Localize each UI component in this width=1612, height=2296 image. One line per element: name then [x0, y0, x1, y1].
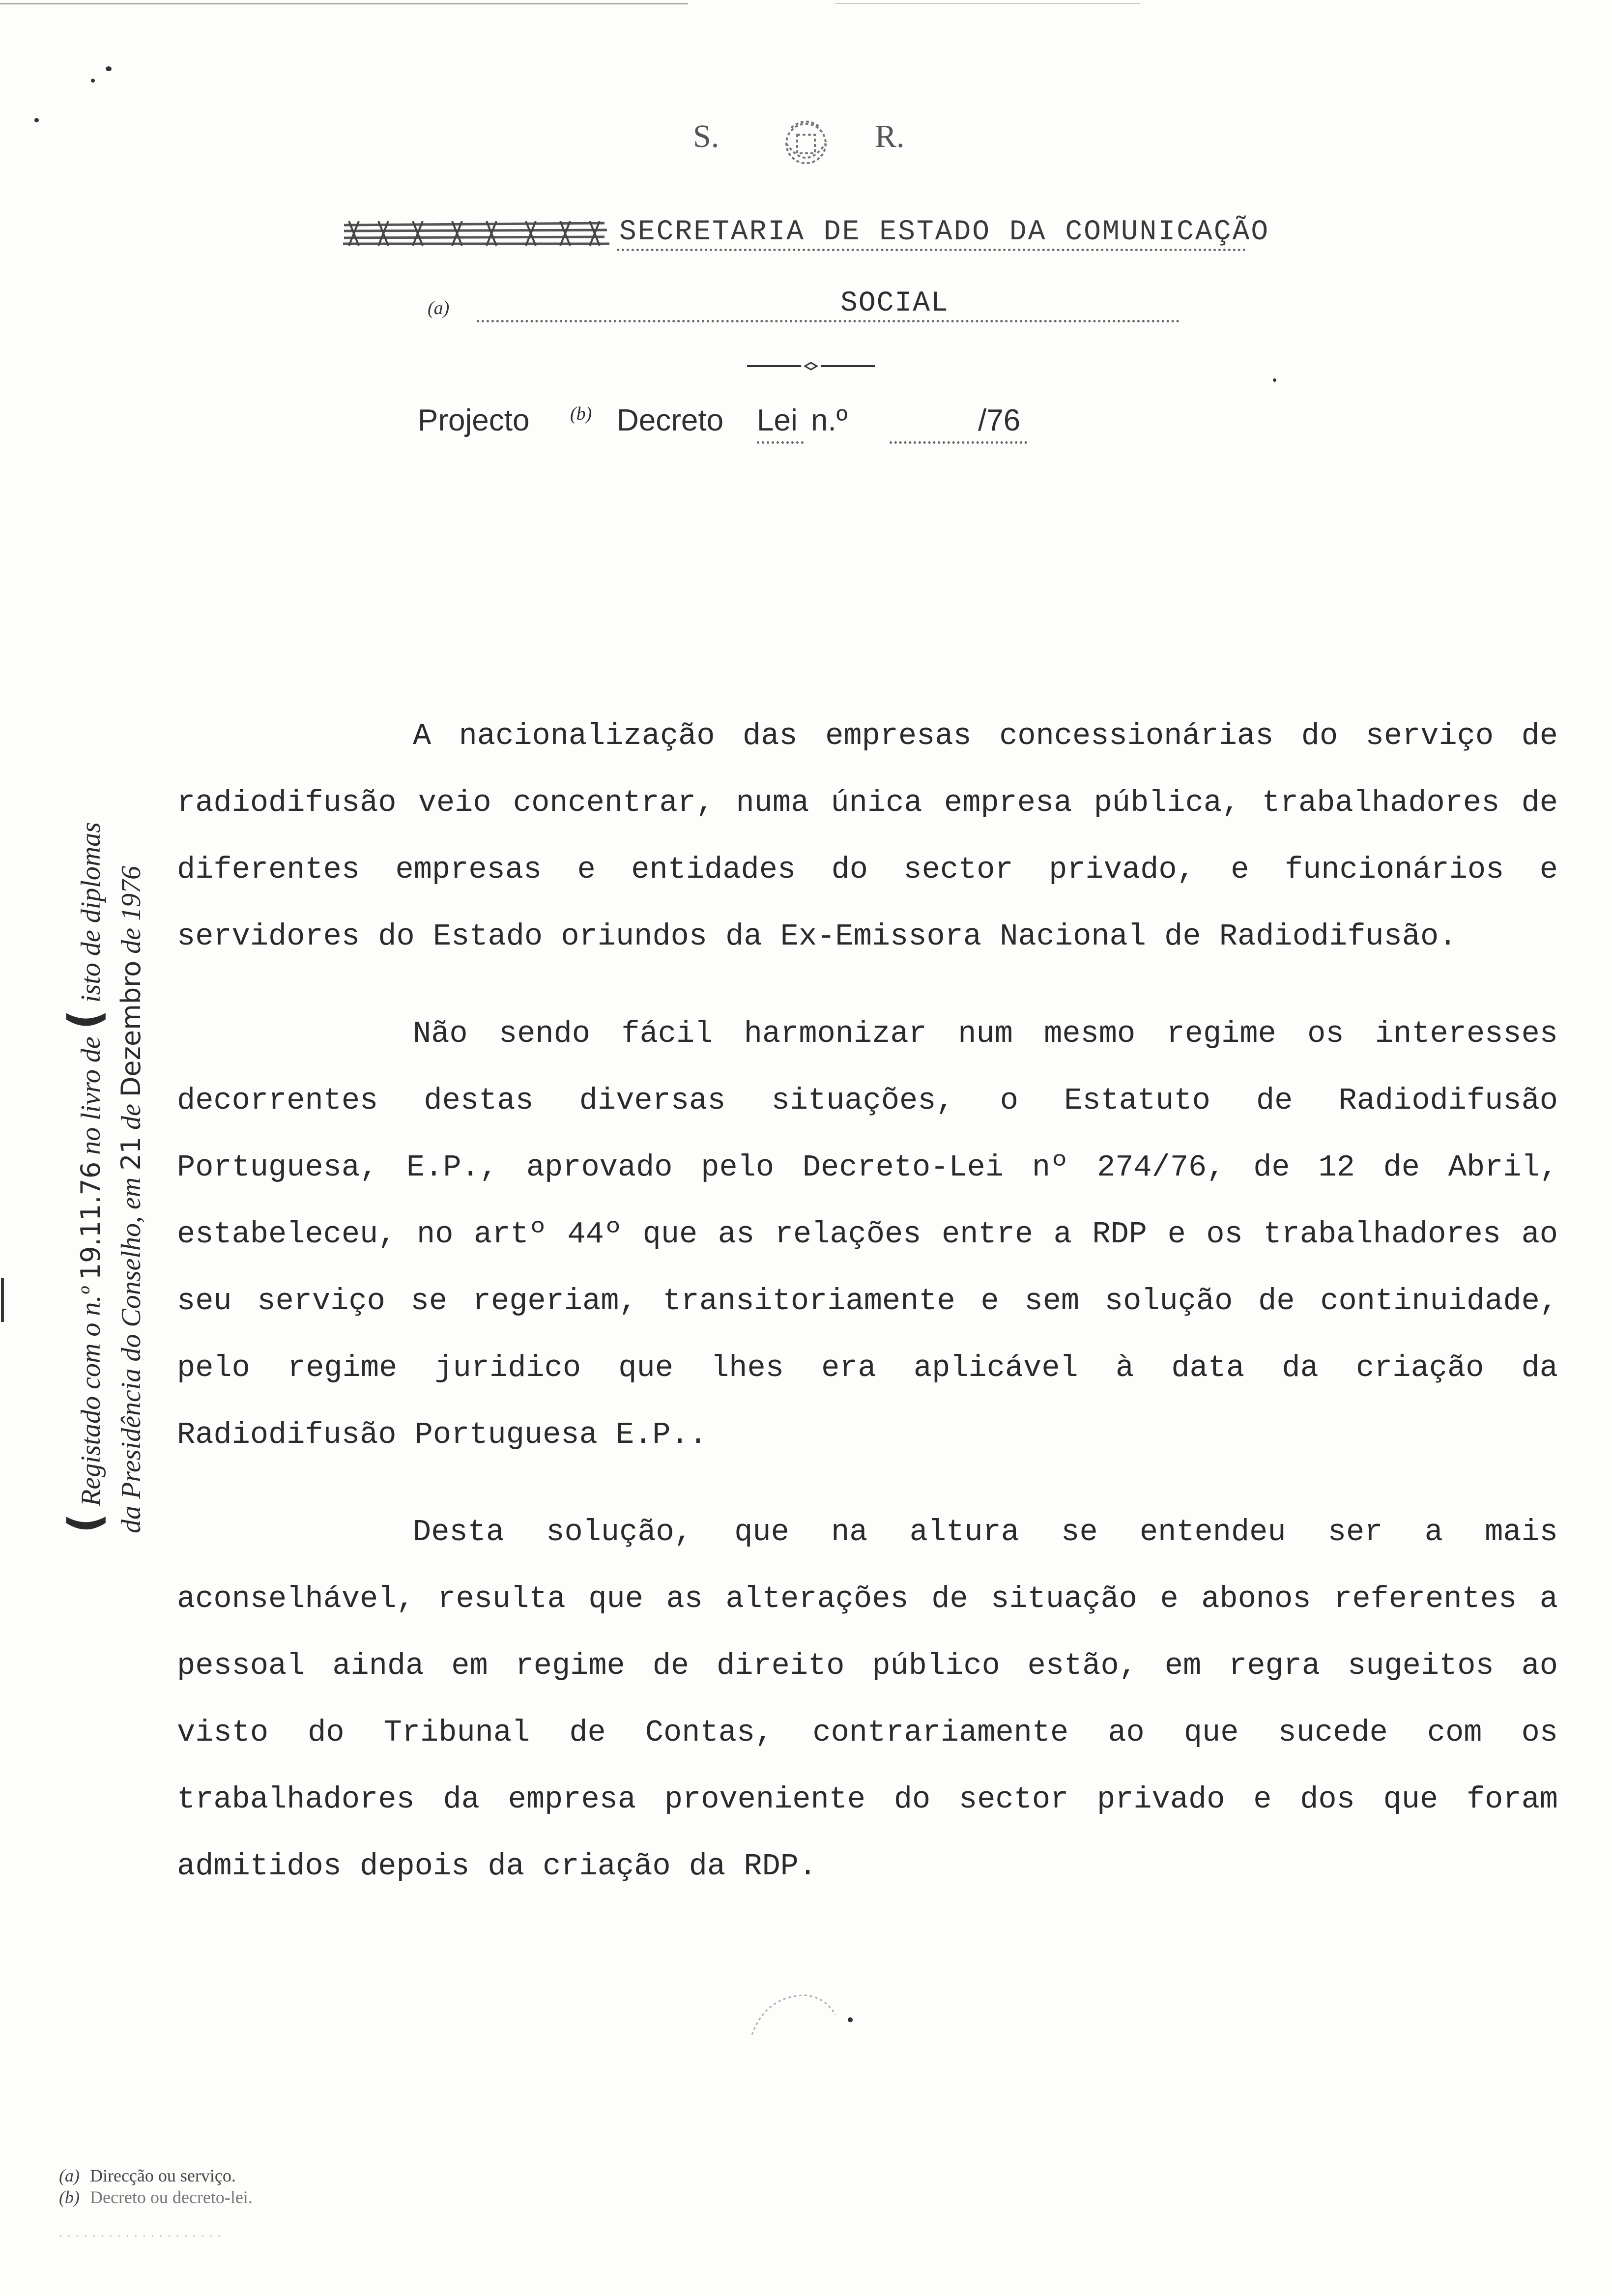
- scan-edge-mark: [1, 1278, 4, 1322]
- registration-bracket-mark: (: [59, 1009, 111, 1030]
- decree-footnote-marker: (b): [570, 403, 592, 424]
- service-dotted-line: [477, 320, 1180, 322]
- body-paragraph: Desta solução, que na altura se entendeu ser a mais aconselhável, resulta que as alterações de situação e abonos referentes a pessoal ainda em regime de direito público estão, em regra sugeitos ao visto do Tribunal de Contas, contrariamente ao que sucede com os trabalhadores da empresa proveniente do sector privado e dos que foram admitidos depois da criação da RDP.: [177, 1515, 1558, 1884]
- registration-de: de: [116, 1104, 146, 1130]
- scan-speck: [34, 118, 39, 122]
- divider-ornament: [747, 359, 875, 373]
- service-name: SOCIAL: [840, 287, 949, 319]
- service-header: [428, 287, 1184, 327]
- crest-letter-right: R.: [875, 118, 905, 154]
- document-body: [177, 703, 1558, 1930]
- footnote-text: Decreto ou decreto-lei.: [89, 2187, 253, 2207]
- body-paragraph: Não sendo fácil harmonizar num mesmo regime os interesses decorrentes destas diversas situações, o Estatuto de Radiodifusão Portuguesa, E.P., aprovado pelo Decreto-Lei nº 274/76, de 12 de Abril, estabeleceu, no artº 44º que as relações entre a RDP e os trabalhadores ao seu serviço se regeriam, transitoriamente e sem solução de continuidade, pelo regime juridico que lhes era aplicável à data da criação da Radiodifusão Portuguesa E.P..: [177, 1016, 1558, 1452]
- footnote-marker: (b): [59, 2187, 80, 2207]
- registration-bracket-mark: (: [59, 1513, 111, 1533]
- ministry-name: SECRETARIA DE ESTADO DA COMUNICAÇÃO: [619, 216, 1270, 248]
- pencil-mark: [747, 1985, 860, 2044]
- registration-line-1: [59, 822, 111, 1533]
- decree-number: /76: [978, 403, 1021, 437]
- registration-book-name: isto de diplomas: [76, 822, 106, 1003]
- registration-office: da Presidência do Conselho, em: [116, 1177, 146, 1533]
- decree-number-label: n.º: [811, 403, 848, 437]
- scan-speck: [1273, 378, 1276, 382]
- decree-type: Decreto: [617, 403, 724, 437]
- scan-edge-line: [835, 3, 1140, 4]
- body-paragraph: A nacionalização das empresas concessionárias do serviço de radiodifusão veio concentrar, numa única empresa pública, trabalhadores de diferentes empresas e entidades do sector privado, e funcionários e servidores do Estado oriundos da Ex-Emissora Nacional de Radiodifusão.: [177, 718, 1558, 954]
- registration-book-label: no livro de: [76, 1036, 106, 1155]
- decree-lei-dots: [757, 441, 804, 444]
- registration-year: de 1976: [116, 865, 146, 954]
- decree-number-dots: [890, 441, 1027, 444]
- service-footnote-marker: (a): [428, 298, 450, 318]
- ministry-dotted-line: [617, 249, 1246, 251]
- decree-lei: Lei: [757, 403, 798, 437]
- registration-number: 19.11.76: [75, 1161, 106, 1280]
- footnote-b: [59, 2186, 501, 2208]
- registration-line-2: [115, 866, 147, 1533]
- crest-letter-left: S.: [693, 118, 720, 154]
- registration-month: Dezembro: [115, 960, 146, 1097]
- coat-of-arms-icon: [757, 113, 855, 177]
- footnote-marker: (a): [59, 2166, 80, 2185]
- registration-label: Registado com o n.º: [76, 1287, 106, 1506]
- redacted-text-block: [339, 216, 614, 251]
- registration-day: 21: [115, 1137, 146, 1171]
- footnote-a: [59, 2165, 501, 2186]
- scan-speck: [106, 66, 112, 71]
- decree-prefix: Projecto: [418, 403, 530, 437]
- ministry-header: [339, 216, 1342, 256]
- decree-title: [418, 403, 1057, 447]
- scan-speck: [91, 79, 95, 83]
- registration-margin-note: [59, 600, 177, 1533]
- scan-edge-line: [0, 3, 688, 4]
- footnotes: [59, 2165, 501, 2243]
- footnote-text: Direcção ou serviço.: [89, 2166, 236, 2185]
- republic-crest-header: [678, 113, 953, 177]
- illegible-print-line: . . . . . . . . . . . . . . . . . . . .: [59, 2225, 222, 2239]
